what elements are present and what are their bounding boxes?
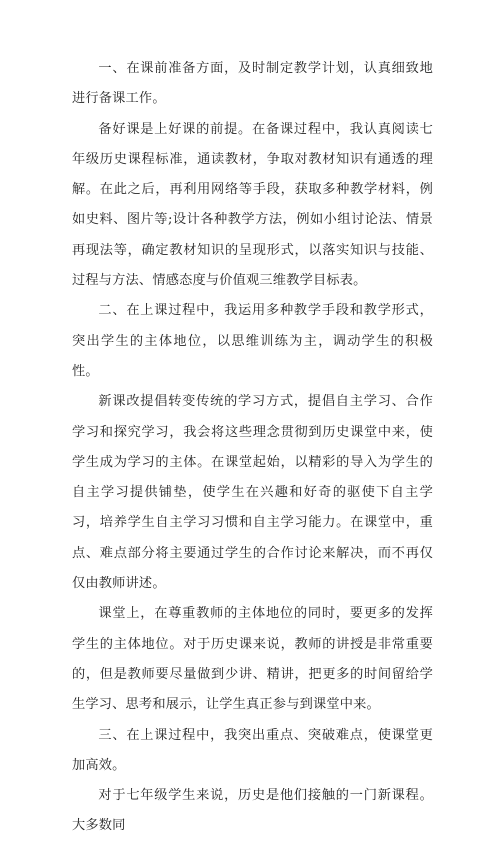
paragraph-teaching-heading: 二、在上课过程中，我运用多种教学手段和教学形式，突出学生的主体地位，以思维训练为主，调动学生的积极性。 [72,303,433,379]
paragraph-lesson-preparation: 备好课是上好课的前提。在备课过程中，我认真阅读七年级历史课程标准，通读教材，争取对教材知识有通透的理解。在此之后，再利用网络等手段，获取多种教学材料，例如史料、图片等;设计各种教学方法，例如小组讨论法、情景再现法等，确定教材知识的呈现形式，以落实知识与技能、过程与方法、情感态度与价值观三维教学目标表。 [72,121,433,289]
document-body [72,54,433,842]
paragraph-curriculum-reform: 新课改提倡转变传统的学习方式，提倡自主学习、合作学习和探究学习，我会将这些理念贯彻到历史课堂中来，使学生成为学习的主体。在课堂起始，以精彩的导入为学生的自主学习提供铺垫，使学生在兴趣和好奇的驱使下自主学习，培养学生自主学习习惯和自主学习能力。在课堂中，重点、难点部分将主要通过学生的合作讨论来解决，而不再仅仅由教师讲述。 [72,394,433,592]
paragraph-student-role: 课堂上，在尊重教师的主体地位的同时，要更多的发挥学生的主体地位。对于历史课来说，教师的讲授是非常重要的，但是教师要尽量做到少讲、精讲，把更多的时间留给学生学习、思考和展示，让学生真正参与到课堂中来。 [72,606,433,713]
paragraph-grade-seven: 对于七年级学生来说，历史是他们接触的一门新课程。大多数同 [72,788,433,834]
paragraph-preparation-heading: 一、在课前准备方面，及时制定教学计划，认真细致地进行备课工作。 [72,61,433,107]
paragraph-efficiency-heading: 三、在上课过程中，我突出重点、突破难点，使课堂更加高效。 [72,727,433,773]
